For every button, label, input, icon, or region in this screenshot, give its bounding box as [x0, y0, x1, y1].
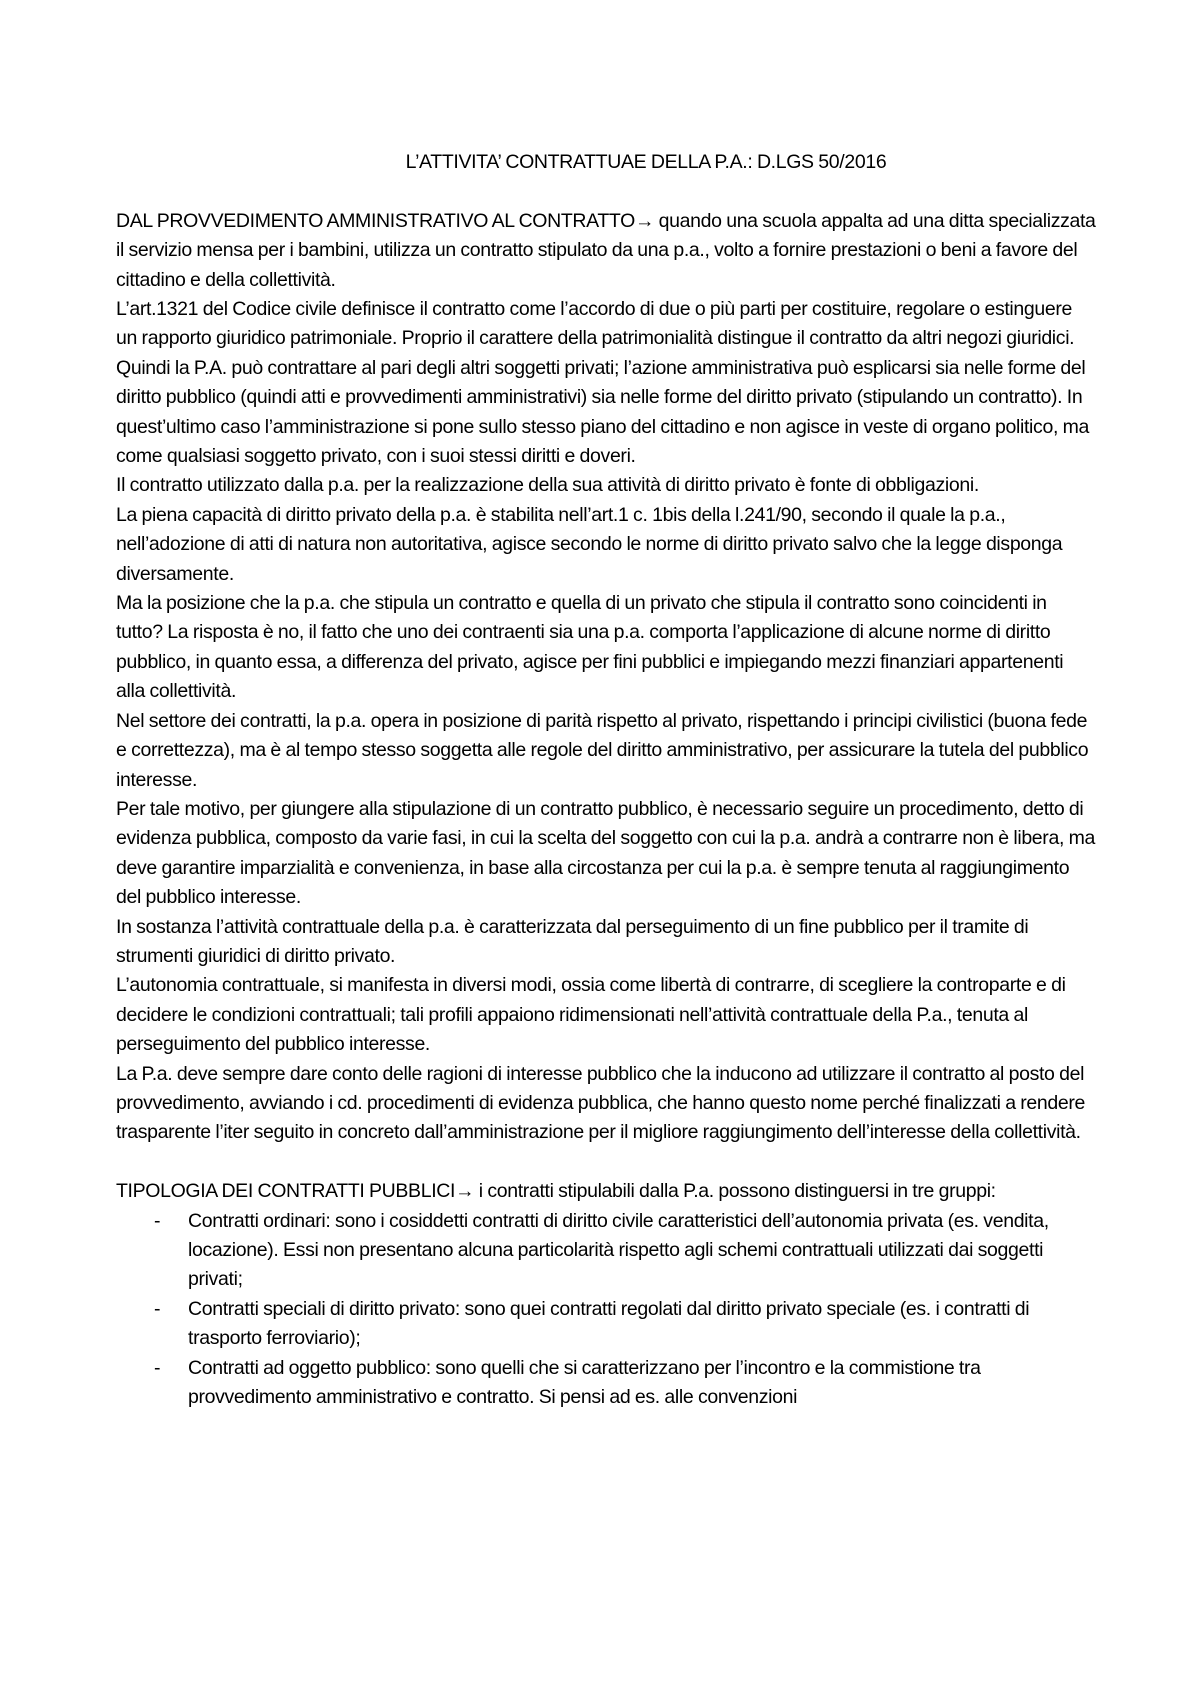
- section-intro: TIPOLOGIA DEI CONTRATTI PUBBLICI→ i contratti stipulabili dalla P.a. possono distinguersi in tre gruppi:: [116, 1180, 996, 1203]
- document-page: [116, 148, 1096, 1412]
- list-item: [116, 1207, 1096, 1295]
- list-item: [116, 1295, 1096, 1354]
- paragraph: In sostanza l’attività contrattuale della p.a. è caratterizzata dal perseguimento di un fine pubblico per il tramite di strumenti giuridici di diritto privato.: [116, 915, 1029, 967]
- document-title: L’ATTIVITA’ CONTRATTUAE DELLA P.A.: D.LGS 50/2016: [405, 151, 887, 173]
- list-dash: -: [154, 1209, 161, 1232]
- list-dash: -: [154, 1356, 161, 1379]
- paragraph: La piena capacità di diritto privato della p.a. è stabilita nell’art.1 c. 1bis della l.241/90, secondo il quale la p.a., nell’adozione di atti di natura non autoritativa, agisce secondo le norme di diritto privato salvo che la legge disponga diversamente.: [116, 503, 1063, 585]
- paragraph: La P.a. deve sempre dare conto delle ragioni di interesse pubblico che la inducono ad utilizzare il contratto al posto del provvedimento, avviando i cd. procedimenti di evidenza pubblica, che hanno questo nome perché finalizzati a rendere trasparente l’iter seguito in concreto dall’amministrazione per il migliore raggiungimento dell’interesse della collettività.: [116, 1062, 1086, 1144]
- paragraph: Quindi la P.A. può contrattare al pari degli altri soggetti privati; l’azione amministrativa può esplicarsi sia nelle forme del diritto pubblico (quindi atti e provvedimenti amministrativi) sia nelle forme del diritto privato (stipulando un contratto). In quest’ultimo caso l’amministrazione si pone sullo stesso piano del cittadino e non agisce in veste di organo politico, ma come qualsiasi soggetto privato, con i suoi stessi diritti e doveri.: [116, 356, 1089, 468]
- contract-types-list: [116, 1207, 1096, 1413]
- paragraph: Il contratto utilizzato dalla p.a. per la realizzazione della sua attività di diritto privato è fonte di obbligazioni.: [116, 474, 979, 497]
- paragraph: Ma la posizione che la p.a. che stipula un contratto e quella di un privato che stipula il contratto sono coincidenti in tutto? La risposta è no, il fatto che uno dei contraenti sia una p.a. comporta l’applicazione di alcune norme di diritto pubblico, in quanto essa, a differenza del privato, agisce per fini pubblici e impiegando mezzi finanziari appartenenti alla collettività.: [116, 592, 1064, 703]
- list-item-text: Contratti ordinari: sono i cosiddetti contratti di diritto civile caratteristici dell’autonomia privata (es. vendita, locazione). Essi non presentano alcuna particolarità rispetto agli schemi contrattuali utilizzati dai soggetti privati;: [188, 1209, 1049, 1291]
- paragraph: Per tale motivo, per giungere alla stipulazione di un contratto pubblico, è necessario seguire un procedimento, detto di evidenza pubblica, composto da varie fasi, in cui la scelta del soggetto con cui la p.a. andrà a contrarre non è libera, ma deve garantire imparzialità e convenienza, in base alla circostanza per cui la p.a. è sempre tenuta al raggiungimento del pubblico interesse.: [116, 797, 1095, 909]
- list-item-text: Contratti speciali di diritto privato: sono quei contratti regolati dal diritto privato speciale (es. i contratti di trasporto ferroviario);: [188, 1297, 1030, 1350]
- blank-line: [116, 1148, 1096, 1177]
- paragraph: DAL PROVVEDIMENTO AMMINISTRATIVO AL CONTRATTO→ quando una scuola appalta ad una ditta specializzata il servizio mensa per i bambini, utilizza un contratto stipulato da una p.a., volto a fornire prestazioni o beni a favore del cittadino e della collettività.: [116, 209, 1096, 291]
- list-item-text: Contratti ad oggetto pubblico: sono quelli che si caratterizzano per l’incontro e la commistione tra provvedimento amministrativo e contratto. Si pensi ad es. alle convenzioni: [188, 1356, 981, 1409]
- list-item: [116, 1354, 1096, 1413]
- list-dash: -: [154, 1297, 161, 1320]
- paragraph: Nel settore dei contratti, la p.a. opera in posizione di parità rispetto al privato, rispettando i principi civilistici (buona fede e correttezza), ma è al tempo stesso soggetta alle regole del diritto amministrativo, per assicurare la tutela del pubblico interesse.: [116, 709, 1089, 791]
- paragraph: L’autonomia contrattuale, si manifesta in diversi modi, ossia come libertà di contrarre, di scegliere la controparte e di decidere le condizioni contrattuali; tali profili appaiono ridimensionati nell’attività contrattuale della P.a., tenuta al perseguimento del pubblico interesse.: [116, 974, 1066, 1056]
- paragraph: L’art.1321 del Codice civile definisce il contratto come l’accordo di due o più parti per costituire, regolare o estinguere un rapporto giuridico patrimoniale. Proprio il carattere della patrimonialità distingue il contratto da altri negozi giuridici.: [116, 298, 1075, 350]
